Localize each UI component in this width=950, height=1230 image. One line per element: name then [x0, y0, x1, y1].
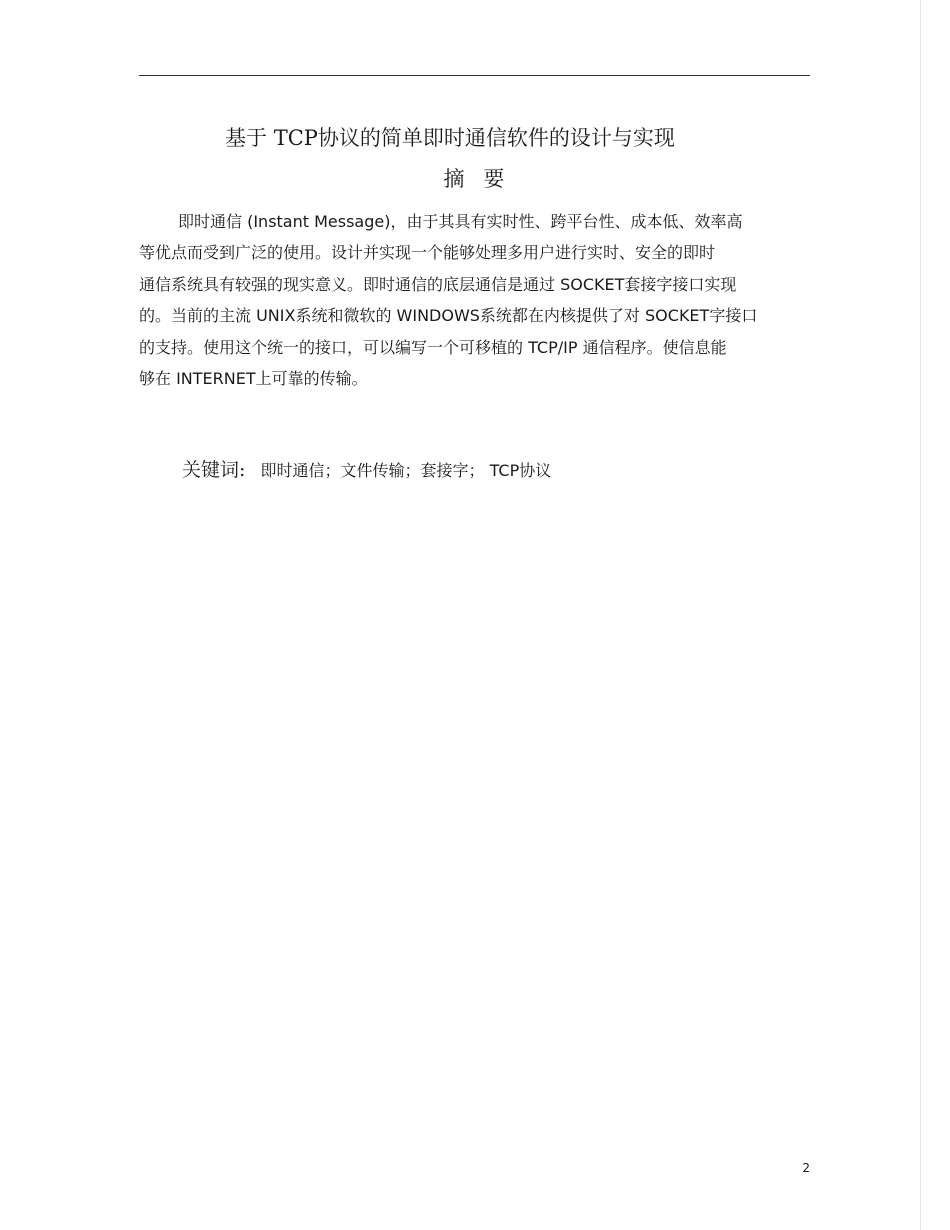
keywords-section	[182, 455, 551, 485]
abstract-heading: 摘要	[443, 167, 524, 191]
abstract-line: 的支持。使用这个统一的接口，可以编写一个可移植的 TCP/IP 通信程序。使信息能	[139, 337, 727, 357]
abstract-line: 够在 INTERNET上可靠的传输。	[139, 368, 368, 388]
keywords-value: 即时通信；文件传输；套接字； TCP协议	[260, 461, 552, 480]
keywords-label: 关键词:	[182, 459, 246, 481]
document-title: 基于 TCP协议的简单即时通信软件的设计与实现	[225, 126, 675, 150]
abstract-line: 等优点而受到广泛的使用。设计并实现一个能够处理多用户进行实时、安全的即时	[139, 243, 716, 263]
abstract-paragraph	[139, 206, 810, 394]
header-rule	[139, 75, 810, 76]
abstract-line: 即时通信 (Instant Message)，由于其具有实时性、跨平台性、成本低、效率高	[178, 212, 743, 231]
abstract-line: 的。当前的主流 UNIX系统和微软的 WINDOWS系统都在内核提供了对 SOCKET字接口	[139, 306, 758, 326]
page-number: 2	[802, 1161, 810, 1175]
abstract-line: 通信系统具有较强的现实意义。即时通信的底层通信是通过 SOCKET套接字接口实现	[139, 274, 737, 294]
